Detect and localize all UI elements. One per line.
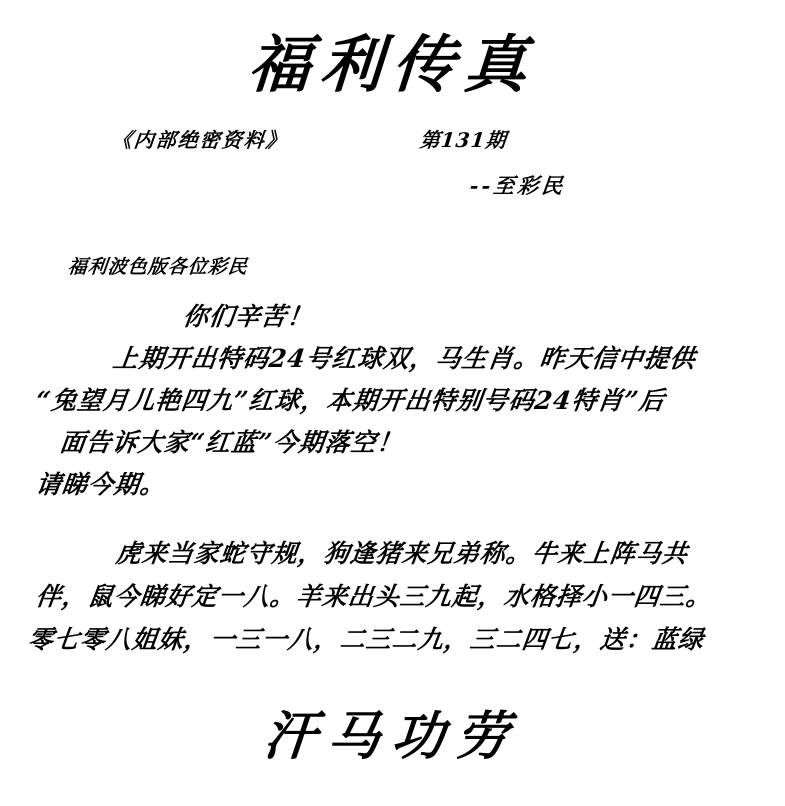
subheader-row: [0, 124, 785, 198]
issue-number: 第131期: [418, 128, 508, 152]
body-line: 面告诉大家“红蓝”今期落空！: [58, 428, 405, 457]
body-line: 请睇今期。: [34, 470, 168, 499]
page-title: 福利传真: [245, 28, 540, 101]
greeting-line: 福利波色版各位彩民: [66, 256, 250, 278]
verse-text: [28, 532, 773, 661]
footer-title: 汗马功劳: [261, 706, 523, 767]
subtitle-secret: 《内部绝密资料》: [110, 128, 290, 152]
body-text: [28, 296, 768, 506]
addressed-to: --至彩民: [468, 173, 567, 198]
verse-line: 虎来当家蛇守规，狗逢猪来兄弟称。牛来上阵马共: [114, 539, 690, 568]
verse-line: 伴，鼠今睇好定一八。羊来出头三九起，水格择小一四三。: [34, 582, 714, 611]
body-line: 上期开出特码24号红球双，马生肖。昨天信中提供: [111, 344, 698, 373]
body-line: 你们辛苦！: [181, 302, 315, 331]
body-line: “兔望月儿艳四九”红球，本期开出特别号码24特肖”后: [34, 386, 667, 415]
verse-line: 零七零八姐妹，一三一八，二三二九，三二四七，送：蓝绿: [26, 625, 706, 654]
document-page: [0, 28, 785, 806]
